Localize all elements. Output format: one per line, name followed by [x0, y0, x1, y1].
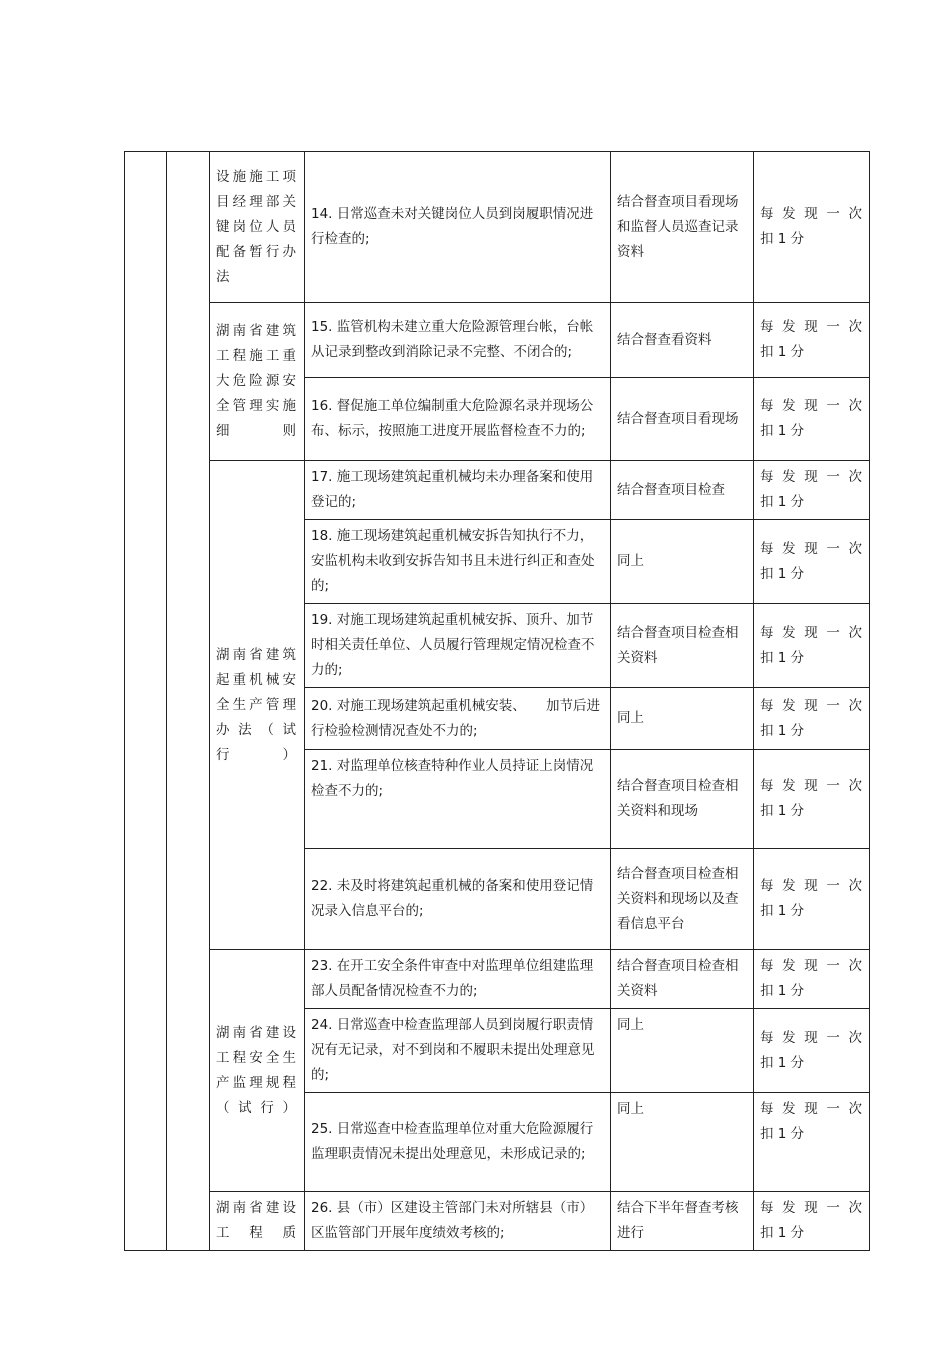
score-line: 扣 1 分 — [760, 903, 805, 919]
method-cell: 同上 — [611, 520, 754, 604]
subcategory-cell — [167, 152, 210, 1251]
table-row — [125, 461, 870, 520]
item-cell: 17. 施工现场建筑起重机械均未办理备案和使用登记的; — [305, 461, 611, 520]
score-cell — [754, 688, 870, 750]
score-cell — [754, 303, 870, 378]
method-cell: 结合下半年督查考核进行 — [611, 1192, 754, 1251]
score-cell — [754, 750, 870, 849]
item-cell: 23. 在开工安全条件审查中对监理单位组建监理部人员配备情况检查不力的; — [305, 950, 611, 1009]
score-cell — [754, 604, 870, 688]
score-line: 每发现一次 — [760, 469, 863, 485]
score-cell — [754, 152, 870, 303]
score-line: 每发现一次 — [760, 398, 863, 414]
score-line: 扣 1 分 — [760, 649, 805, 666]
basis-cell: 湖南省建设工程质 — [210, 1192, 305, 1251]
score-line: 每发现一次 — [760, 878, 863, 894]
score-cell — [754, 950, 870, 1009]
item-cell: 18. 施工现场建筑起重机械安拆告知执行不力，安监机构未收到安拆告知书且未进行纠正和查处的; — [305, 520, 611, 604]
score-cell — [754, 520, 870, 604]
method-cell: 同上 — [611, 688, 754, 750]
score-line: 每发现一次 — [760, 697, 863, 714]
item-cell: 24. 日常巡查中检查监理部人员到岗履行职责情况有无记录，对不到岗和不履职未提出处理意见的; — [305, 1009, 611, 1093]
item-cell: 15. 监管机构未建立重大危险源管理台帐，台帐从记录到整改到消除记录不完整、不闭合的; — [305, 303, 611, 378]
score-line: 扣 1 分 — [760, 423, 805, 439]
table-row — [125, 950, 870, 1009]
item-cell: 20. 对施工现场建筑起重机械安装、 加节后进行检验检测情况查处不力的; — [305, 688, 611, 750]
score-line: 扣 1 分 — [760, 1054, 805, 1071]
item-cell: 21. 对监理单位核查特种作业人员持证上岗情况检查不力的; — [305, 750, 611, 849]
method-cell: 结合督查项目看现场和监督人员巡查记录资料 — [611, 152, 754, 303]
method-cell: 结合督查项目看现场 — [611, 378, 754, 461]
score-line: 扣 1 分 — [760, 803, 805, 819]
item-cell: 26. 县（市）区建设主管部门未对所辖县（市）区监管部门开展年度绩效考核的; — [305, 1192, 611, 1251]
score-cell — [754, 1093, 870, 1192]
score-line: 每发现一次 — [760, 958, 863, 974]
method-cell: 结合督查看资料 — [611, 303, 754, 378]
method-cell: 结合督查项目检查相关资料和现场 — [611, 750, 754, 849]
score-line: 扣 1 分 — [760, 344, 805, 360]
method-cell: 结合督查项目检查相关资料 — [611, 950, 754, 1009]
score-cell — [754, 461, 870, 520]
item-cell: 25. 日常巡查中检查监理单位对重大危险源履行监理职责情况未提出处理意见，未形成记录的; — [305, 1093, 611, 1192]
score-line: 每发现一次 — [760, 319, 863, 335]
score-line: 每发现一次 — [760, 206, 863, 222]
score-line: 扣 1 分 — [760, 983, 805, 999]
score-line: 扣 1 分 — [760, 722, 805, 739]
score-cell — [754, 378, 870, 461]
score-line: 每发现一次 — [760, 624, 863, 641]
table-row — [125, 303, 870, 378]
score-line: 扣 1 分 — [760, 565, 805, 582]
table-row — [125, 1192, 870, 1251]
basis-cell: 湖南省建设工程安全生产监理规程（试行） — [210, 950, 305, 1192]
method-cell: 结合督查项目检查相关资料和现场以及查看信息平台 — [611, 849, 754, 950]
score-line: 扣 1 分 — [760, 231, 805, 247]
method-cell: 同上 — [611, 1009, 754, 1093]
score-line: 每发现一次 — [760, 1101, 863, 1117]
score-line: 每发现一次 — [760, 778, 863, 794]
item-cell: 16. 督促施工单位编制重大危险源名录并现场公布、标示，按照施工进度开展监督检查不力的; — [305, 378, 611, 461]
basis-cell: 设施施工项目经理部关键岗位人员配备暂行办法 — [210, 152, 305, 303]
item-cell: 19. 对施工现场建筑起重机械安拆、顶升、加节时相关责任单位、人员履行管理规定情况检查不力的; — [305, 604, 611, 688]
method-cell: 同上 — [611, 1093, 754, 1192]
method-cell: 结合督查项目检查相关资料 — [611, 604, 754, 688]
score-cell — [754, 849, 870, 950]
item-cell: 14. 日常巡查未对关键岗位人员到岗履职情况进行检查的; — [305, 152, 611, 303]
basis-cell: 湖南省建筑起重机械安全生产管理办法（试行） — [210, 461, 305, 950]
score-cell — [754, 1009, 870, 1093]
assessment-table — [124, 151, 870, 1251]
score-line: 扣 1 分 — [760, 1225, 805, 1241]
score-line: 扣 1 分 — [760, 1126, 805, 1142]
score-cell — [754, 1192, 870, 1251]
score-line: 扣 1 分 — [760, 494, 805, 510]
method-cell: 结合督查项目检查 — [611, 461, 754, 520]
score-line: 每发现一次 — [760, 1029, 863, 1046]
score-line: 每发现一次 — [760, 540, 863, 557]
table-row — [125, 152, 870, 303]
score-line: 每发现一次 — [760, 1200, 863, 1216]
basis-cell: 湖南省建筑工程施工重大危险源安全管理实施细则 — [210, 303, 305, 461]
category-cell — [125, 152, 167, 1251]
item-cell: 22. 未及时将建筑起重机械的备案和使用登记情况录入信息平台的; — [305, 849, 611, 950]
